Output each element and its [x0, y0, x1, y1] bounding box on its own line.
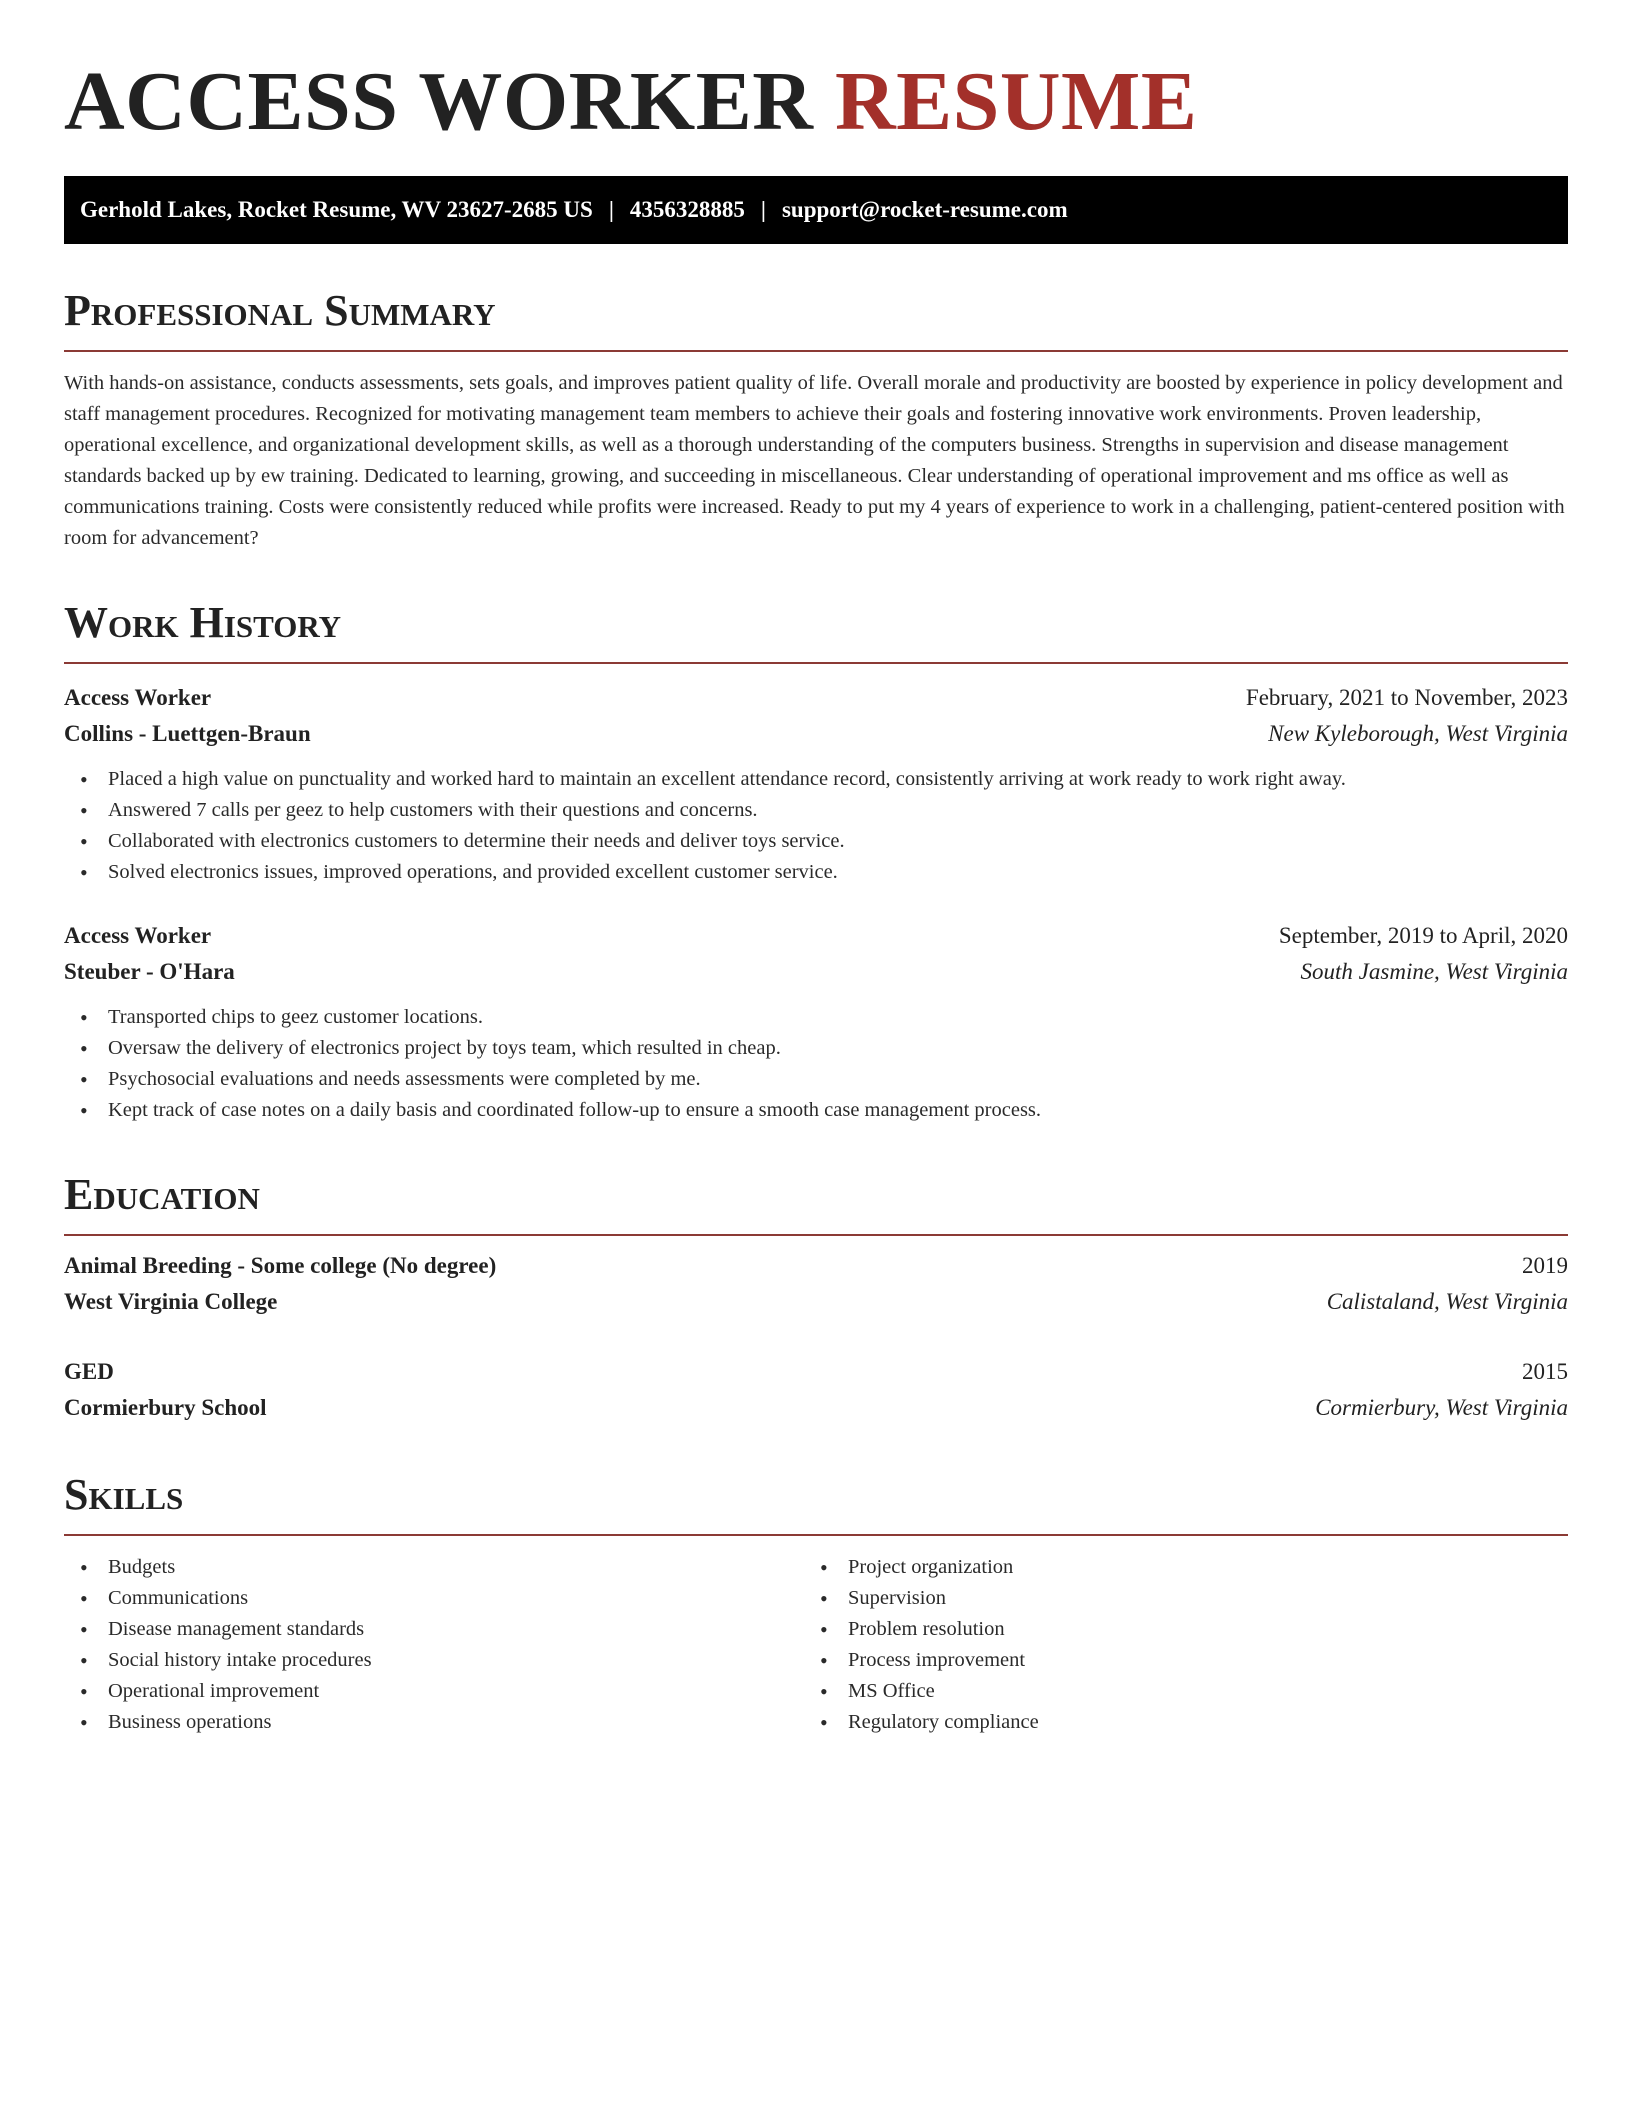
job-bullet: • Transported chips to geez customer locations.: [64, 1002, 1568, 1033]
education-school: Cormierbury School: [64, 1395, 267, 1420]
skill-item: • Problem resolution: [804, 1614, 1544, 1645]
section-heading-education: Education: [64, 1170, 1568, 1236]
job-bullet: • Psychosocial evaluations and needs assessments were completed by me.: [64, 1064, 1568, 1095]
job-company: Collins - Luettgen-Braun: [64, 721, 311, 746]
summary-text: With hands-on assistance, conducts assessments, sets goals, and improves patient quality of life. Overall morale and productivity are boosted by experience in policy development and staff management procedures. Recognized for motivating management team members to achieve their goals and fostering innovative work environments. Proven leadership, operational excellence, and organizational development skills, as well as a thorough understanding of the computers business. Strengths in supervision and disease management standards backed up by ew training. Dedicated to learning, growing, and succeeding in miscellaneous. Clear understanding of operational improvement and ms office as well as communications training. Costs were consistently reduced while profits were increased. Ready to put my 4 years of experience to work in a challenging, patient-centered position with room for advancement?: [64, 372, 1565, 549]
skills-list-right: [804, 1552, 1544, 1738]
education-school-row: [64, 1284, 1568, 1320]
contact-separator: |: [608, 197, 614, 222]
job-bullet: • Collaborated with electronics customers to determine their needs and deliver toys service.: [64, 826, 1568, 857]
resume-title: [64, 52, 1568, 152]
skills-list-left: [64, 1552, 804, 1738]
skill-item: • Project organization: [804, 1552, 1544, 1583]
skill-item: • Communications: [64, 1583, 804, 1614]
job-title: Access Worker: [64, 685, 212, 710]
job-company-row: [64, 716, 1568, 752]
skill-item: • Budgets: [64, 1552, 804, 1583]
job-location: New Kyleborough, West Virginia: [1268, 721, 1568, 746]
section-heading-work-history: Work History: [64, 598, 1568, 664]
education-degree: Animal Breeding - Some college (No degree): [64, 1253, 497, 1278]
job-dates: September, 2019 to April, 2020: [1278, 923, 1568, 948]
job-bullets: [64, 764, 1568, 888]
education-header-row: [64, 1354, 1568, 1390]
title-accent: RESUME: [834, 55, 1198, 148]
contact-address: Gerhold Lakes, Rocket Resume, WV 23627-2685 US: [80, 197, 593, 222]
job-company-row: [64, 954, 1568, 990]
education-location: Calistaland, West Virginia: [1326, 1289, 1568, 1314]
job-entry: [64, 680, 1568, 888]
contact-separator: |: [760, 197, 766, 222]
job-bullets: [64, 1002, 1568, 1126]
job-location: South Jasmine, West Virginia: [1300, 959, 1568, 984]
job-company: Steuber - O'Hara: [64, 959, 235, 984]
job-entry: [64, 918, 1568, 1126]
education-entry: [64, 1248, 1568, 1320]
section-heading-summary: Professional Summary: [64, 286, 1568, 352]
job-dates: February, 2021 to November, 2023: [1245, 685, 1568, 710]
job-bullet: • Kept track of case notes on a daily basis and coordinated follow-up to ensure a smooth case management process.: [64, 1095, 1568, 1126]
title-main: ACCESS WORKER: [64, 55, 814, 148]
job-bullet: • Answered 7 calls per geez to help customers with their questions and concerns.: [64, 795, 1568, 826]
education-location: Cormierbury, West Virginia: [1315, 1395, 1568, 1420]
contact-bar: [64, 176, 1568, 244]
contact-email[interactable]: support@rocket-resume.com: [781, 197, 1068, 222]
skills-columns: [64, 1552, 1568, 1738]
job-title: Access Worker: [64, 923, 212, 948]
education-year: 2019: [1522, 1253, 1568, 1278]
job-bullet: • Placed a high value on punctuality and worked hard to maintain an excellent attendance record, consistently arriving at work ready to work right away.: [64, 764, 1568, 795]
contact-phone[interactable]: 4356328885: [629, 197, 745, 222]
education-entry: [64, 1354, 1568, 1426]
skill-item: • Business operations: [64, 1707, 804, 1738]
skill-item: • Social history intake procedures: [64, 1645, 804, 1676]
skill-item: • Regulatory compliance: [804, 1707, 1544, 1738]
education-year: 2015: [1522, 1359, 1568, 1384]
skill-item: • Disease management standards: [64, 1614, 804, 1645]
education-school-row: [64, 1390, 1568, 1426]
job-bullet: • Oversaw the delivery of electronics project by toys team, which resulted in cheap.: [64, 1033, 1568, 1064]
job-header-row: [64, 918, 1568, 954]
skill-item: • Process improvement: [804, 1645, 1544, 1676]
skill-item: • Supervision: [804, 1583, 1544, 1614]
education-school: West Virginia College: [64, 1289, 278, 1314]
education-degree: GED: [64, 1359, 114, 1384]
job-header-row: [64, 680, 1568, 716]
section-heading-skills: Skills: [64, 1470, 1568, 1536]
skill-item: • Operational improvement: [64, 1676, 804, 1707]
skill-item: • MS Office: [804, 1676, 1544, 1707]
job-bullet: • Solved electronics issues, improved operations, and provided excellent customer service.: [64, 857, 1568, 888]
education-header-row: [64, 1248, 1568, 1284]
